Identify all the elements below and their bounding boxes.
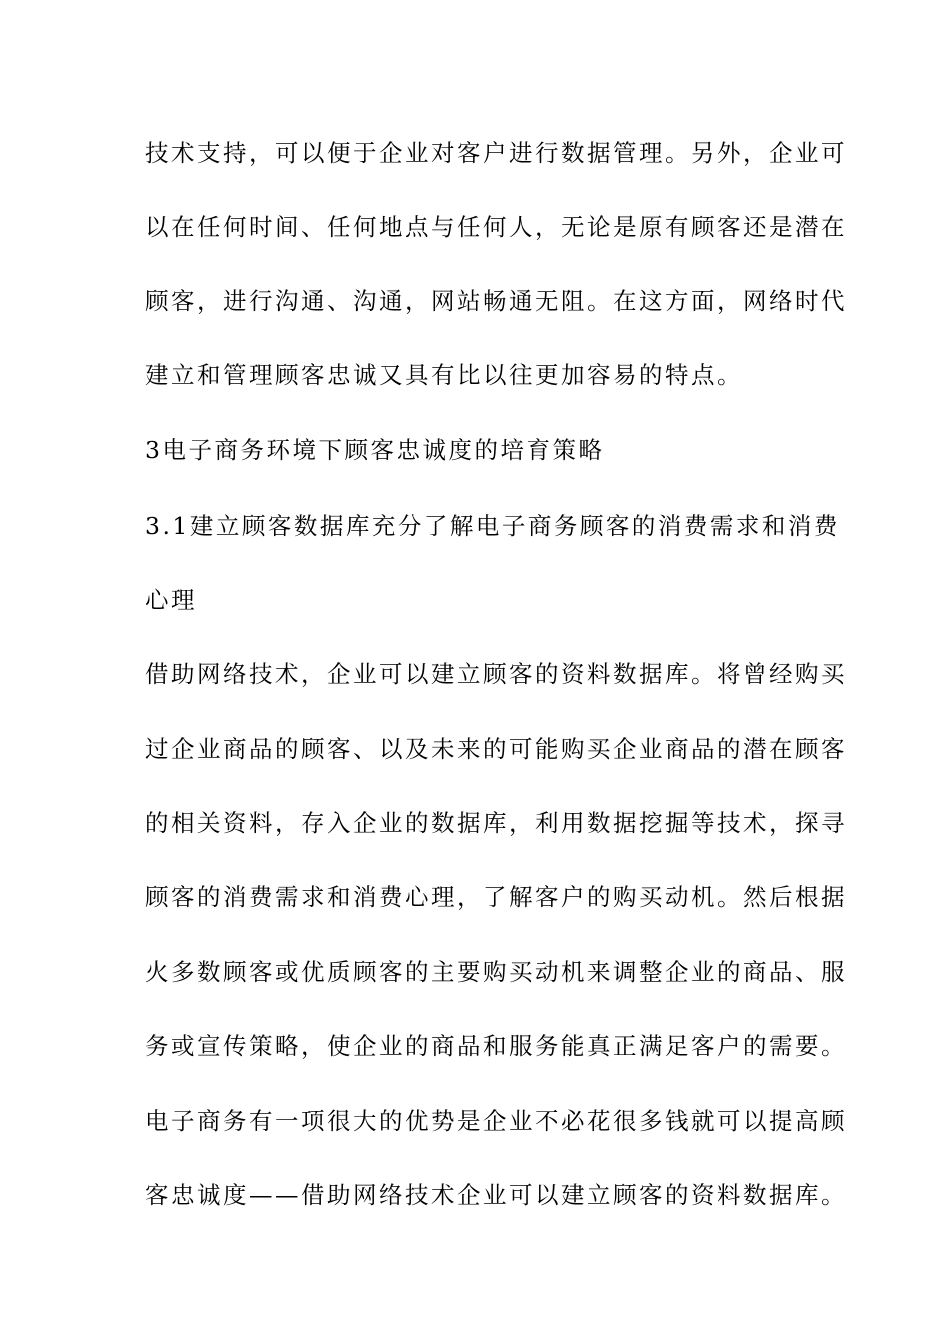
subsection-heading-continued: 心理 [145, 586, 197, 614]
paragraph-line: 顾客，进行沟通、沟通，网站畅通无阻。在这方面，网络时代 [145, 287, 847, 315]
paragraph-line: 客忠诚度——借助网络技术企业可以建立顾客的资料数据库。 [145, 1181, 847, 1209]
paragraph-line: 顾客的消费需求和消费心理，了解客户的购买动机。然后根据 [145, 883, 847, 911]
section-heading: 3电子商务环境下顾客忠诚度的培育策略 [145, 436, 605, 464]
paragraph-line: 以在任何时间、任何地点与任何人，无论是原有顾客还是潜在 [145, 213, 847, 241]
paragraph-line: 务或宣传策略，使企业的商品和服务能真正满足客户的需要。 [145, 1032, 847, 1060]
paragraph-line: 电子商务有一项很大的优势是企业不必花很多钱就可以提高顾 [145, 1107, 847, 1135]
paragraph-line: 借助网络技术，企业可以建立顾客的资料数据库。将曾经购买 [145, 660, 847, 688]
paragraph-line: 技术支持，可以便于企业对客户进行数据管理。另外，企业可 [145, 139, 847, 167]
paragraph-line: 建立和管理顾客忠诚又具有比以往更加容易的特点。 [145, 361, 743, 389]
paragraph-line: 的相关资料，存入企业的数据库，利用数据挖掘等技术，探寻 [145, 809, 847, 837]
paragraph-line: 过企业商品的顾客、以及未来的可能购买企业商品的潜在顾客 [145, 735, 847, 763]
paragraph-line: 火多数顾客或优质顾客的主要购买动机来调整企业的商品、服 [145, 958, 847, 986]
subsection-heading: 3.1建立顾客数据库充分了解电子商务顾客的消费需求和消费 [145, 512, 840, 540]
